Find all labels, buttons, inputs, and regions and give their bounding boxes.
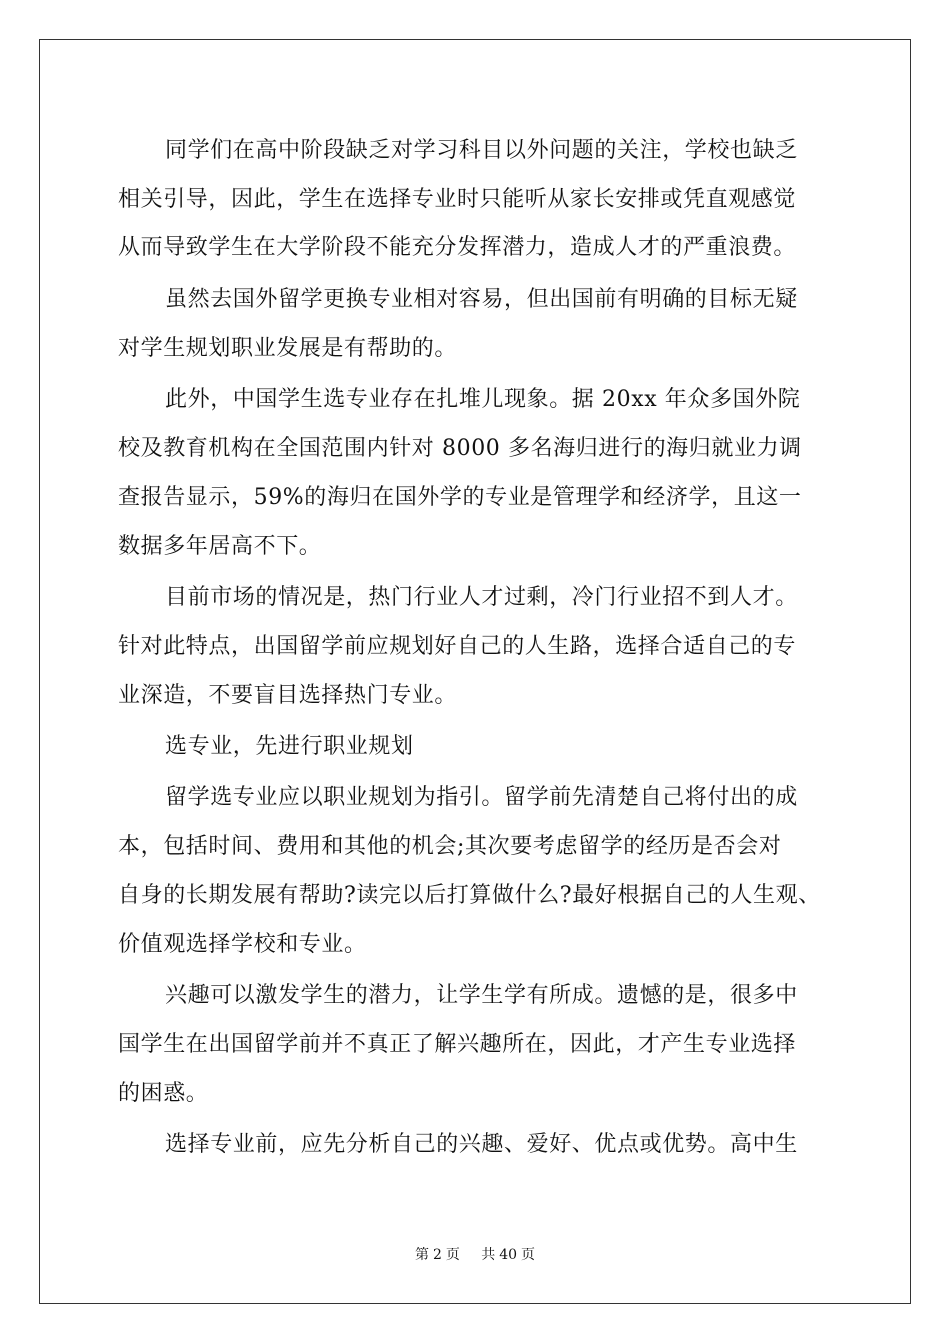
total-number: 40 [499,1247,518,1263]
paragraph-line: 数据多年居高不下。 [118,534,322,559]
page-label: 第 [414,1247,429,1263]
page-indicator [413,1247,462,1263]
total-unit: 页 [521,1247,536,1263]
paragraph-line: 从而导致学生在大学阶段不能充分发挥潜力，造成人才的严重浪费。 [118,235,797,260]
paragraph-line: 价值观选择学校和专业。 [118,932,367,957]
paragraph-line: 针对此特点，出国留学前应规划好自己的人生路，选择合适自己的专 [118,634,797,659]
page-footer [0,1246,950,1264]
paragraph-line: 虽然去国外留学更换专业相对容易，但出国前有明确的目标无疑 [165,287,798,312]
total-pages [479,1247,537,1263]
paragraph-line: 目前市场的情况是，热门行业人才过剩，冷门行业招不到人才。 [165,585,798,610]
paragraph-line: 对学生规划职业发展是有帮助的。 [118,336,458,361]
paragraph-line: 相关引导，因此，学生在选择专业时只能听从家长安排或凭直观感觉 [118,187,797,212]
paragraph-line: 查报告显示，59%的海归在国外学的专业是管理学和经济学，且这一 [118,485,802,510]
paragraph-line: 同学们在高中阶段缺乏对学习科目以外问题的关注，学校也缺乏 [165,138,798,163]
page-number: 2 [432,1247,442,1263]
paragraph-line: 本，包括时间、费用和其他的机会;其次要考虑留学的经历是否会对 [118,834,782,859]
paragraph-line: 兴趣可以激发学生的潜力，让学生学有所成。遗憾的是，很多中 [165,983,798,1008]
paragraph-line: 留学选专业应以职业规划为指引。留学前先清楚自己将付出的成 [165,785,798,810]
paragraph-line: 业深造，不要盲目选择热门专业。 [118,683,458,708]
section-heading: 选专业，先进行职业规划 [165,734,414,759]
total-label: 共 [481,1247,496,1263]
paragraph-line: 此外，中国学生选专业存在扎堆儿现象。据 20xx 年众多国外院 [165,387,801,412]
paragraph-line: 国学生在出国留学前并不真正了解兴趣所在，因此，才产生专业选择 [118,1032,797,1057]
paragraph-line: 选择专业前，应先分析自己的兴趣、爱好、优点或优势。高中生 [165,1132,798,1157]
paragraph-line: 自身的长期发展有帮助?读完以后打算做什么?最好根据自己的人生观、 [118,883,821,908]
paragraph-line: 的困惑。 [118,1081,209,1106]
paragraph-line: 校及教育机构在全国范围内针对 8000 多名海归进行的海归就业力调 [118,436,802,461]
page-frame [39,39,911,1304]
page-unit: 页 [445,1247,460,1263]
